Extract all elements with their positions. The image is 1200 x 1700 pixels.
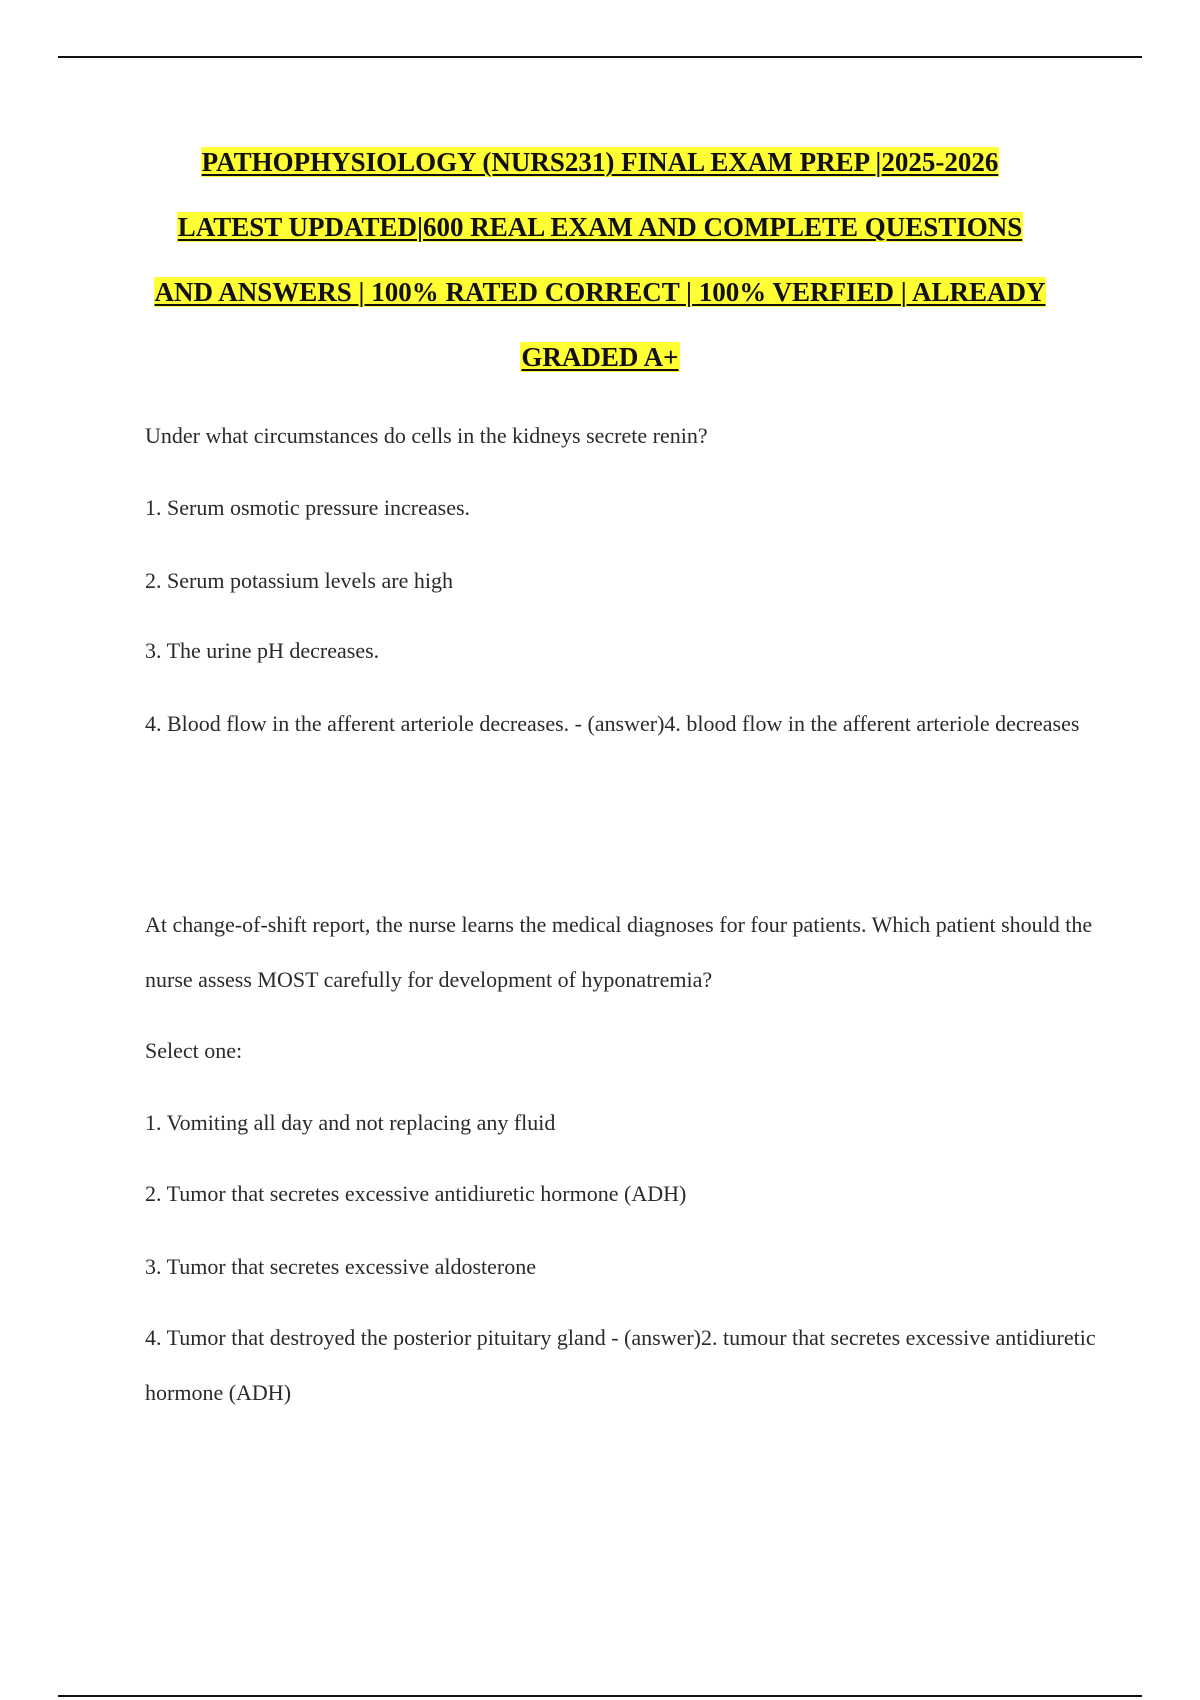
question-2-option-4-answer: 4. Tumor that destroyed the posterior pituitary gland - (answer)2. tumour that secretes excessive antidiuretic hormone (ADH) [145,1325,1096,1405]
question-1-option-1: 1. Serum osmotic pressure increases. [145,495,471,520]
question-1-option-2: 2. Serum potassium levels are high [145,568,453,593]
question-2-option-3: 3. Tumor that secretes excessive aldosterone [145,1254,537,1279]
question-1-text: Under what circumstances do cells in the kidneys secrete renin? [145,423,708,448]
question-2-option-2: 2. Tumor that secretes excessive antidiuretic hormone (ADH) [145,1181,687,1206]
title-line: GRADED A+ [521,342,679,372]
question-1-option-4-answer: 4. Blood flow in the afferent arteriole decreases. - (answer)4. blood flow in the afferent arteriole decreases [145,711,1080,736]
document-title [100,130,1100,390]
title-line: LATEST UPDATED|600 REAL EXAM AND COMPLETE QUESTIONS [177,212,1023,242]
question-1-option-3: 3. The urine pH decreases. [145,638,380,663]
title-line: PATHOPHYSIOLOGY (NURS231) FINAL EXAM PREP |2025-2026 [201,147,999,177]
top-rule [58,56,1142,58]
question-2-instruction: Select one: [145,1038,243,1063]
question-2-option-1: 1. Vomiting all day and not replacing any fluid [145,1110,556,1135]
question-2-text: At change-of-shift report, the nurse learns the medical diagnoses for four patients. Which patient should the nurse assess MOST carefully for development of hyponatremia? [145,912,1093,992]
title-line: AND ANSWERS | 100% RATED CORRECT | 100% VERFIED | ALREADY [154,277,1046,307]
bottom-rule [58,1695,1142,1697]
